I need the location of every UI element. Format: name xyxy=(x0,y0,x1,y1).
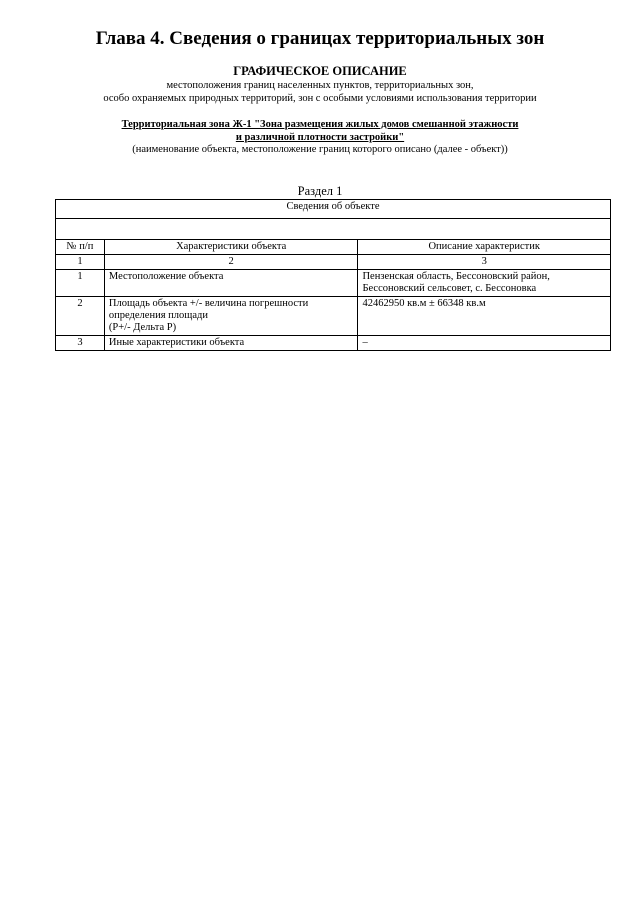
chapter-title: Глава 4. Сведения о границах территориальных зон xyxy=(95,28,545,49)
row-number: 3 xyxy=(56,336,105,351)
subtitle-line-2: особо охраняемых природных территорий, зон с особыми условиями использования территории xyxy=(103,93,537,104)
index-cell: 1 xyxy=(56,255,105,270)
table-index-row xyxy=(56,255,611,270)
row-number: 2 xyxy=(56,297,105,336)
row-characteristic xyxy=(104,297,358,336)
header-description: Описание характеристик xyxy=(358,240,611,255)
row-characteristic: Иные характеристики объекта xyxy=(104,336,358,351)
zone-name xyxy=(0,118,640,144)
table-row xyxy=(56,336,611,351)
row-description xyxy=(358,270,611,297)
table-empty-cell xyxy=(56,219,611,240)
table-empty-row xyxy=(56,219,611,240)
zone-name-line-1: Территориальная зона Ж-1 "Зона размещения жилых домов смешанной этажности xyxy=(121,119,519,130)
row-description: 42462950 кв.м ± 66348 кв.м xyxy=(358,297,611,336)
zone-caption: (наименование объекта, местоположение границ которого описано (далее - объект)) xyxy=(132,144,508,155)
row-description: – xyxy=(358,336,611,351)
characteristic-line: Площадь объекта +/- величина погрешности xyxy=(108,298,309,309)
object-info-table xyxy=(55,199,611,351)
characteristic-line: (P+/- Дельта P) xyxy=(108,322,177,333)
subtitle-line-1: местоположения границ населенных пунктов, территориальных зон, xyxy=(166,80,474,91)
section-label: Раздел 1 xyxy=(297,184,343,198)
characteristic-line: определения площади xyxy=(108,310,208,321)
index-cell: 3 xyxy=(358,255,611,270)
row-number: 1 xyxy=(56,270,105,297)
table-header-row xyxy=(56,240,611,255)
header-characteristic: Характеристики объекта xyxy=(104,240,358,255)
header-number: № п/п xyxy=(56,240,105,255)
table-row xyxy=(56,270,611,297)
table-caption-row xyxy=(56,200,611,219)
graphic-description-title: ГРАФИЧЕСКОЕ ОПИСАНИЕ xyxy=(233,64,407,78)
table-row xyxy=(56,297,611,336)
index-cell: 2 xyxy=(104,255,358,270)
table-caption: Сведения об объекте xyxy=(56,200,611,219)
description-line: Бессоновский сельсовет, с. Бессоновка xyxy=(362,283,537,294)
row-characteristic: Местоположение объекта xyxy=(104,270,358,297)
zone-name-line-2: и различной плотности застройки" xyxy=(235,132,405,143)
graphic-description-subtitle xyxy=(0,79,640,105)
description-line: Пензенская область, Бессоновский район, xyxy=(362,271,550,282)
